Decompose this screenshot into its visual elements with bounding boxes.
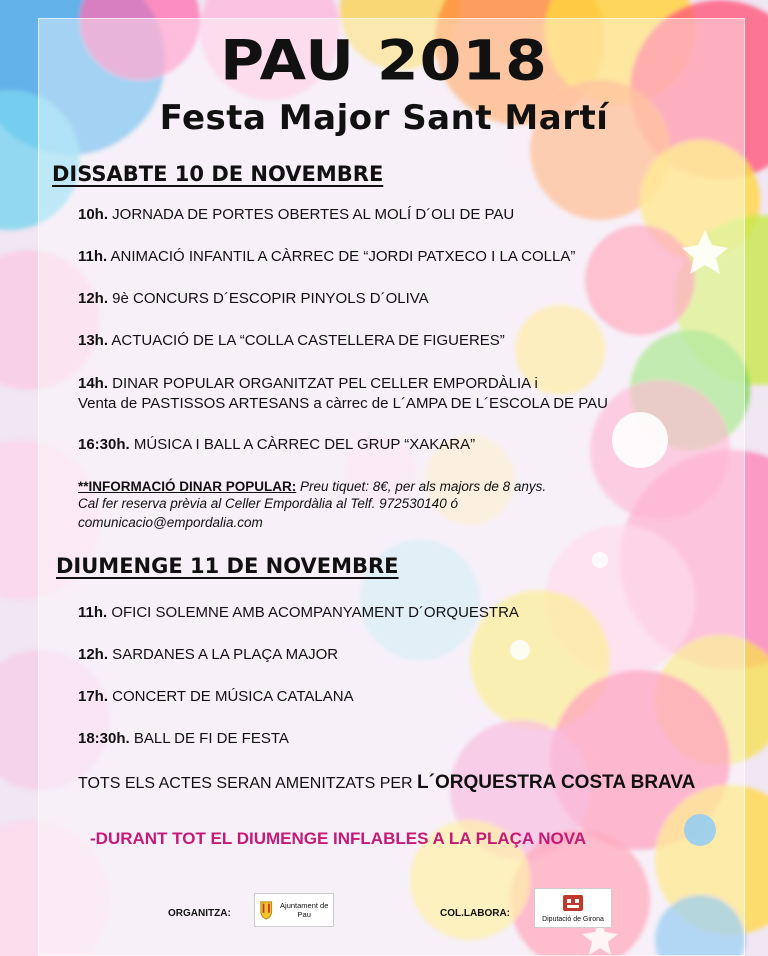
event-saturday-1630h: 16:30h. MÚSICA I BALL A CÀRREC DEL GRUP “XAKARA” [78,436,476,453]
sunday-heading: DIUMENGE 11 DE NOVEMBRE [56,554,399,578]
lunch-info-email: comunicacio@empordalia.com [78,515,263,530]
lunch-info-line2: Cal fer reserva prèvia al Celler Empordàlia al Telf. 972530140 ó [78,496,458,511]
event-saturday-14h: 14h. DINAR POPULAR ORGANITZAT PEL CELLER EMPORDÀLIA i [78,375,538,392]
inflatables-highlight: -DURANT TOT EL DIUMENGE INFLABLES A LA PLAÇA NOVA [90,829,587,848]
orchestra-name: L´ORQUESTRA COSTA BRAVA [417,772,696,793]
event-saturday-13h: 13h. ACTUACIÓ DE LA “COLLA CASTELLERA DE FIGUERES” [78,332,505,349]
diputacio-logo-text: Diputació de Girona [542,915,604,923]
poster-subtitle: Festa Major Sant Martí [159,98,609,138]
organitza-label: ORGANITZA: [168,908,231,919]
ajuntament-logo-text: Ajuntament de Pau [280,901,329,919]
event-saturday-14h-line2: Venta de PASTISSOS ARTESANS a càrrec de L´AMPA DE L´ESCOLA DE PAU [78,395,608,412]
collabora-label: COL.LABORA: [440,908,510,919]
closing-statement: TOTS ELS ACTES SERAN AMENITZATS PER L´ORQUESTRA COSTA BRAVA [78,772,696,793]
event-saturday-11h: 11h. ANIMACIÓ INFANTIL A CÀRREC DE “JORDI PATXECO I LA COLLA” [78,248,576,265]
event-sunday-12h: 12h. SARDANES A LA PLAÇA MAJOR [78,646,339,663]
diputacio-emblem-icon [561,894,585,914]
event-sunday-11h: 11h. OFICI SOLEMNE AMB ACOMPANYAMENT D´ORQUESTRA [78,604,519,621]
saturday-heading: DISSABTE 10 DE NOVEMBRE [52,162,384,186]
event-saturday-12h: 12h. 9è CONCURS D´ESCOPIR PINYOLS D´OLIVA [78,290,429,307]
lunch-info-line1: **INFORMACIÓ DINAR POPULAR: Preu tiquet: 8€, per als majors de 8 anys. [78,479,547,494]
event-sunday-17h: 17h. CONCERT DE MÚSICA CATALANA [78,688,354,705]
poster-title: PAU 2018 [220,28,548,94]
ajuntament-logo [254,893,334,927]
event-saturday-10h: 10h. JORNADA DE PORTES OBERTES AL MOLÍ D´OLI DE PAU [78,206,515,223]
diputacio-logo [534,888,612,928]
event-sunday-1830h: 18:30h. BALL DE FI DE FESTA [78,730,289,747]
coat-of-arms-icon [259,899,273,921]
